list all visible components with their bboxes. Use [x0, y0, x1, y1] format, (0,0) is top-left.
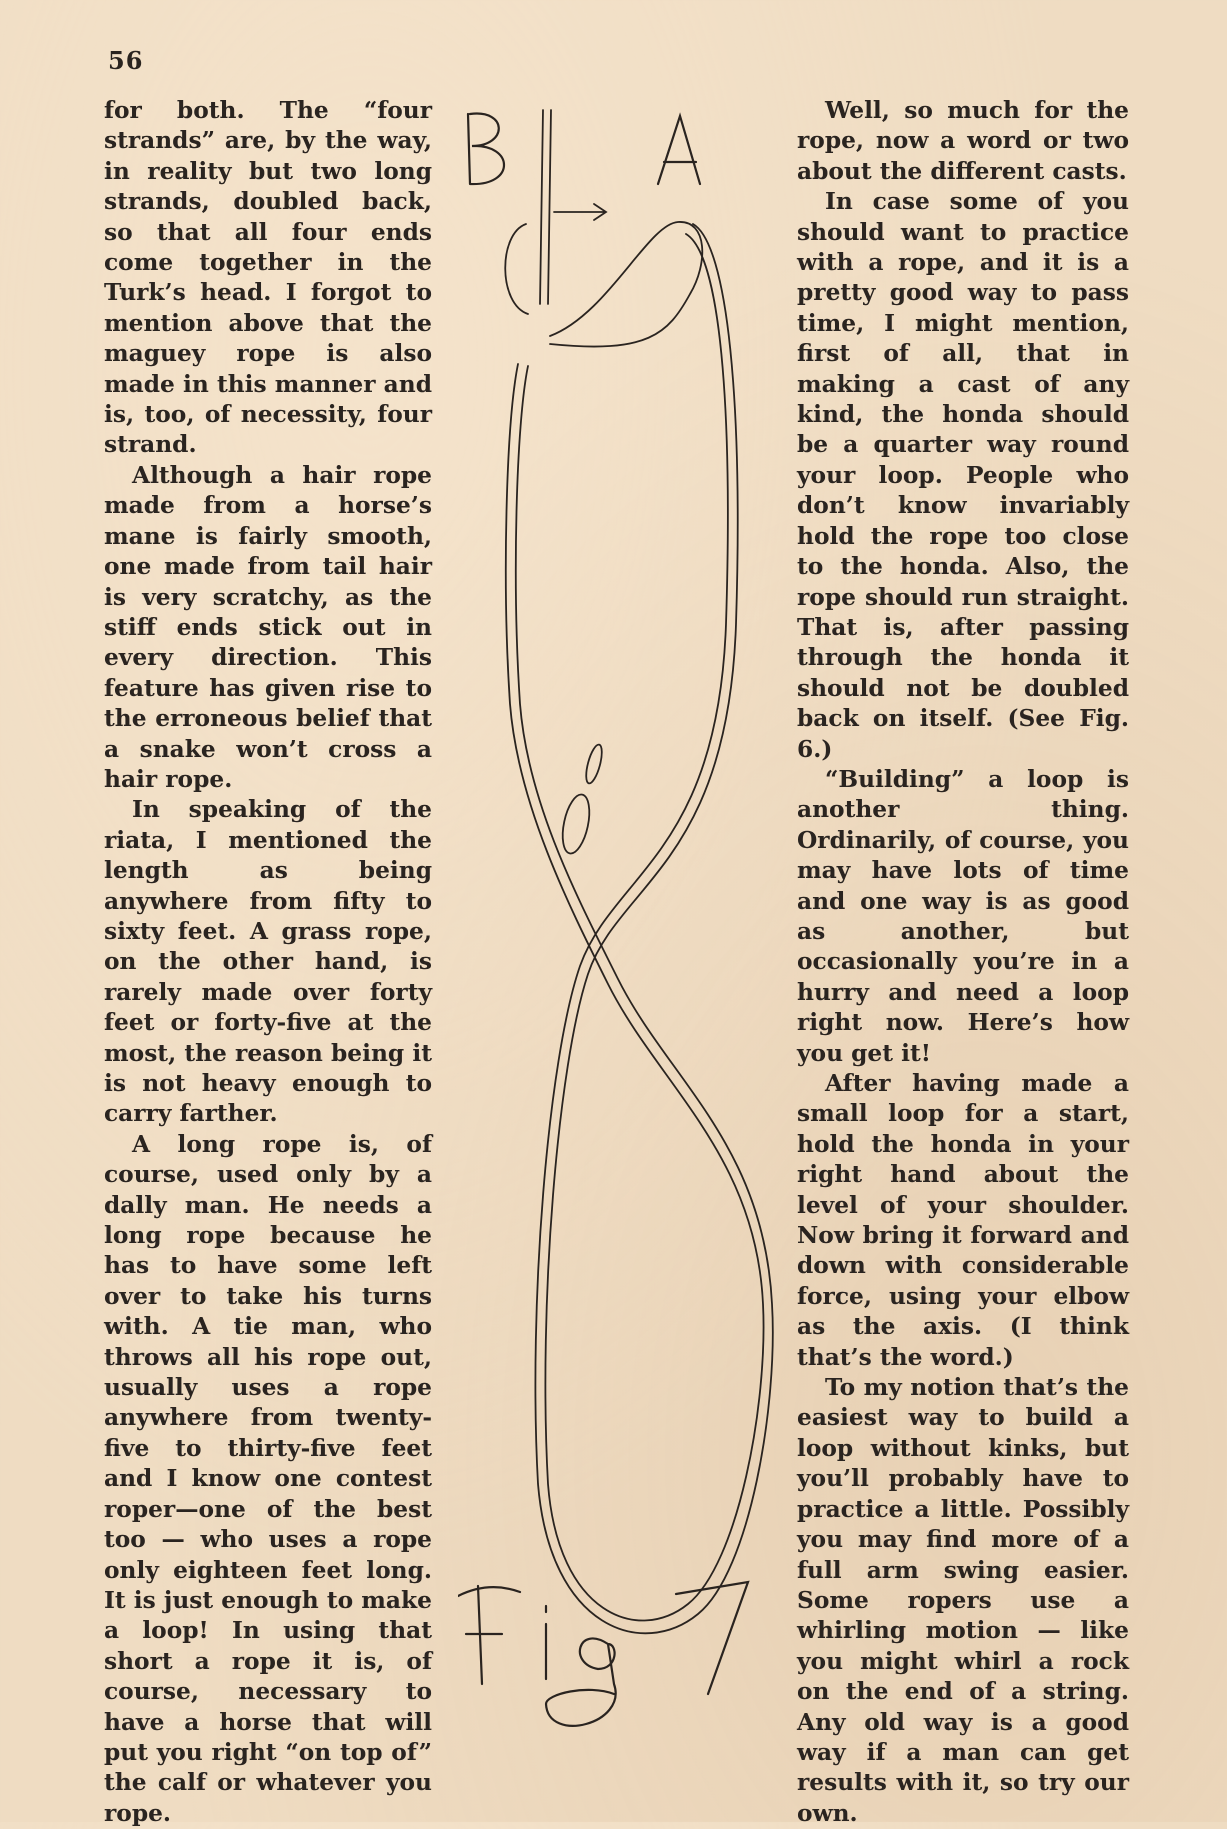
label-a	[658, 116, 700, 184]
paragraph: To my notion that’s the easiest way to build a loop without kinks, but you’ll probably have to practice a little. Possibly you may find more of a full arm swing easier. Some ropers use a whirling motion — like you might whirl a rock on the end of a string. Any old way is a good way if a man can get results with it, so try our own.	[797, 1374, 1129, 1827]
rope-loop-outer	[506, 224, 764, 1621]
paragraph: In case some of you should want to practice with a rope, and it is a pretty good way to pass time, I might mention, first of all, that in making a cast of any kind, the honda should be a quarter way round your loop. People who don’t know invariably hold the rope too close to the honda. Also, the rope should run straight. That is, after passing through the honda it should not be doubled back on itself. (See Fig. 6.)	[797, 188, 1129, 763]
figure-drawing	[458, 104, 780, 1764]
paragraph: “Building” a loop is another thing. Ordinarily, of course, you may have lots of time and one way is as good as another, but occasionally you’re in a hurry and need a loop right now. Here’s how you get it!	[797, 765, 1129, 1067]
rope-loop-inner	[516, 234, 773, 1633]
left-text-column	[104, 96, 432, 1829]
right-text-column	[797, 96, 1129, 1829]
paragraph: In speaking of the riata, I mentioned the length as being anywhere from fifty to sixty feet. A grass rope, on the other hand, is rarely made over forty feet or forty-five at the most, the reason being it is not heavy enough to carry farther.	[104, 796, 432, 1128]
paragraph: for both. The “four strands” are, by the way, in reality but two long strands, doubled back, so that all four ends come together in the Turk’s head. I forgot to mention above that the maguey rope is also made in this manner and is, too, of necessity, four strand.	[104, 97, 432, 459]
honda-knot	[558, 792, 594, 856]
upper-loop	[550, 222, 702, 347]
paragraph: A long rope is, of course, used only by a dally man. He needs a long rope because he has to have some left over to take his turns with. A tie man, who throws all his rope out, usually uses a rope anywhere from twenty-five to thirty-five feet and I know one contest roper—one of the best too — who uses a rope only eighteen feet long. It is just enough to make a loop! In using that short a rope it is, of course, necessary to have a horse that will put you right “on top of” the calf or whatever you rope.	[104, 1130, 432, 1827]
paragraph: After having made a small loop for a start, hold the honda in your right hand about the level of your shoulder. Now bring it forward and down with considerable force, using your elbow as the axis. (I think that’s the word.)	[797, 1070, 1129, 1371]
page-number: 56	[108, 46, 144, 75]
paragraph: Well, so much for the rope, now a word or two about the different casts.	[797, 97, 1129, 185]
label-c-hook	[505, 224, 528, 314]
label-b	[468, 114, 504, 185]
rope-standing-line	[540, 110, 543, 304]
paragraph: Although a hair rope made from a horse’s mane is fairly smooth, one made from tail hair is very scratchy, as the stiff ends stick out in every direction. This feature has given rise to the erroneous belief that a snake won’t cross a hair rope.	[104, 461, 432, 793]
fig-7-caption	[458, 1582, 748, 1726]
arrow-icon	[554, 204, 606, 220]
rope-figure-illustration	[458, 104, 780, 1764]
